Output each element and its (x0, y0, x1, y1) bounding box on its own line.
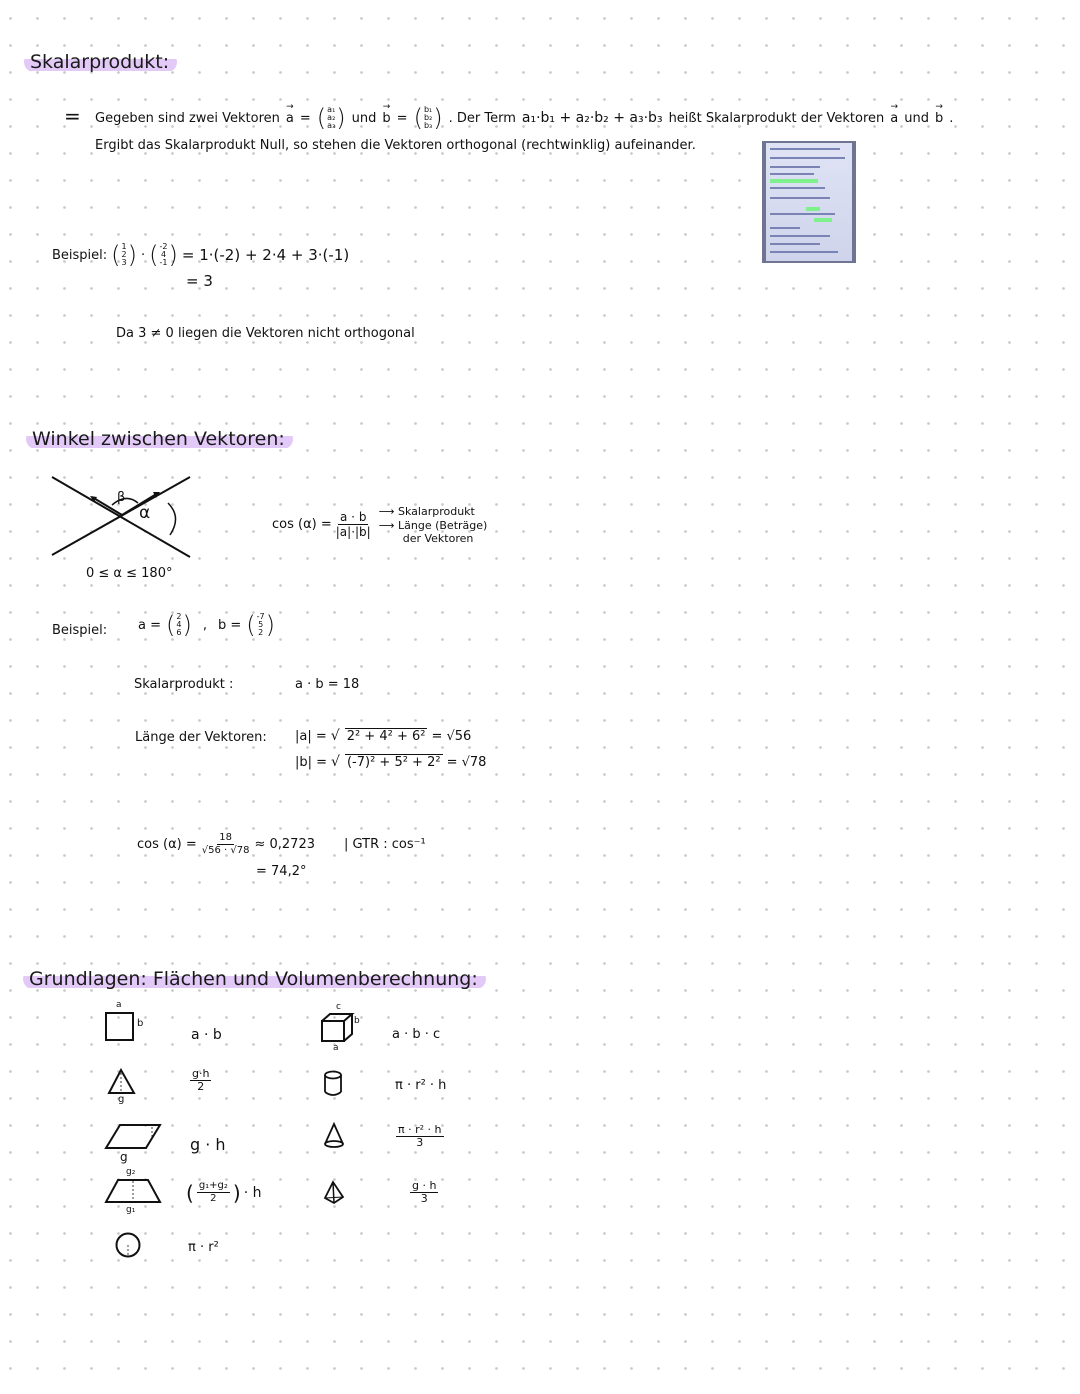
vec-b-values: ( -7 5 2 ) (246, 611, 275, 639)
gtr-note: | GTR : cos⁻¹ (344, 837, 426, 852)
circle-formula: π · r² (188, 1240, 219, 1255)
vec-b-label: b = (217, 617, 242, 633)
trapezoid-formula: ( $\frac{\text{g₁+g₂}}{2}$ ) · h (186, 1180, 262, 1205)
cylinder-formula: π · r² · h (395, 1078, 447, 1093)
pyramid-formula: $\frac{g \cdot h}{3}$ (412, 1179, 437, 1205)
section-heading-winkel: Winkel zwischen Vektoren: (26, 429, 293, 449)
cos-approx: ≈ 0,2723 (254, 837, 315, 852)
length-b-result: = √78 (446, 754, 487, 770)
example-vector-2: ( -2 4 -1 ) (149, 241, 178, 269)
scalar-product-term: a₁·b₁ + a₂·b₂ + a₃·b₃ (521, 110, 663, 126)
cuboid-formula: a · b · c (392, 1027, 441, 1042)
trapezoid-label-g1: g₁ (126, 1205, 136, 1215)
cos-calculation: cos (α) = $\frac{18}{√56 \cdot √78}$ ≈ 0,2723 | GTR : cos⁻¹ (137, 832, 426, 856)
cylinder-icon (323, 1070, 345, 1098)
definition-line-2: Ergibt das Skalarprodukt Null, so stehen die Vektoren orthogonal (rechtwinklig) aufeinander. (95, 138, 696, 153)
rect-label-a: a (116, 1000, 122, 1010)
scalar-value: a · b = 18 (295, 677, 360, 692)
cosine-formula: cos (α) = $\frac{a \cdot b}{|a|\cdot|b|}$ ⟶ Skalarprodukt ⟶ Länge (Beträge) der Vektoren (272, 505, 488, 545)
dot-operator: · (141, 247, 146, 263)
vector-b-label: → b (382, 111, 390, 126)
rectangle-icon (105, 1012, 135, 1042)
rect-label-b: b (137, 1018, 144, 1029)
note-der-vektoren: der Vektoren (402, 532, 474, 545)
parallelogram-icon (104, 1123, 164, 1151)
period: . (949, 110, 954, 126)
example-2-label: Beispiel: (52, 623, 108, 638)
section-heading-skalarprodukt: Skalarprodukt: (24, 52, 177, 72)
term-suffix: heißt Skalarprodukt der Vektoren (668, 110, 885, 126)
example-calculation: = 1·(-2) + 2·4 + 3·(-1) (181, 246, 350, 264)
pyramid-icon (323, 1180, 345, 1206)
trapezoid-icon (104, 1178, 164, 1204)
angle-range: 0 ≤ α ≤ 180° (86, 566, 173, 581)
example-conclusion: Da 3 ≠ 0 liegen die Vektoren nicht orthogonal (116, 326, 415, 341)
triangle-label-g: g (118, 1094, 125, 1105)
vector-a-components: ( a₁ a₂ a₃ ) (316, 104, 346, 132)
example-1-row (52, 243, 349, 267)
und-text-2: und (904, 110, 929, 126)
triangle-icon (107, 1068, 137, 1096)
angle-diagram (50, 475, 195, 560)
definition-text: Gegeben sind zwei Vektoren (95, 110, 280, 126)
vector-a-ref: → a (890, 111, 898, 126)
note-skalarprodukt: Skalarprodukt (398, 505, 475, 518)
example-result: = 3 (186, 272, 213, 290)
note-laenge: Länge (Beträge) (398, 519, 488, 532)
notes-photo-thumbnail (762, 141, 856, 263)
length-label: Länge der Vektoren: (135, 730, 267, 745)
length-b-row: |b| = √ (-7)² + 5² + 2² = √78 (295, 754, 487, 770)
cone-icon (323, 1122, 345, 1150)
vector-a-label: → a (286, 111, 294, 126)
separator: , (202, 617, 207, 633)
radicand-b: (-7)² + 5² + 2² (346, 755, 441, 770)
bullet-equals: = (64, 104, 81, 128)
cos-lhs: cos (α) = (272, 517, 332, 532)
cuboid-icon (320, 1012, 354, 1044)
length-a-row: |a| = √ 2² + 4² + 6² = √56 (295, 728, 472, 744)
length-a-result: = √56 (431, 728, 472, 744)
vector-b-components: ( b₁ b₂ b₃ ) (413, 104, 443, 132)
cuboid-label-a: a (333, 1043, 339, 1053)
term-prefix: . Der Term (448, 110, 516, 126)
definition-line-1: Gegeben sind zwei Vektoren → a = ( a₁ a₂ a₃ ) und → b = ( b₁ b₂ b₃ ) . Der Term a₁·b₁ + a₂·b₂ + a₃·b₃ heißt Skalarprodukt der Vektoren → a und → b . (95, 106, 953, 130)
vec-a-label: a = (138, 617, 161, 633)
circle-icon (115, 1232, 143, 1260)
alpha-label: α (139, 503, 151, 523)
parallelogram-formula: g · h (190, 1135, 226, 1154)
section-heading-grundlagen: Grundlagen: Flächen und Volumenberechnung: (23, 969, 486, 989)
parallelogram-label-g: g (120, 1150, 128, 1164)
example-label: Beispiel: (52, 247, 108, 263)
vec-a-values: ( 2 4 6 ) (166, 611, 192, 639)
radicand-a: 2² + 4² + 6² (346, 729, 426, 744)
vector-b-ref: → b (935, 111, 943, 126)
angle-result: = 74,2° (256, 864, 307, 879)
triangle-formula: $\frac{g\cdot h}{2}$ (192, 1067, 210, 1093)
beta-label: β (117, 490, 126, 505)
example-vector-1: ( 1 2 3 ) (111, 241, 137, 269)
cone-formula: $\frac{\text{π · r² · h}}{3}$ (398, 1123, 442, 1149)
trapezoid-label-g2: g₂ (126, 1167, 136, 1177)
rect-formula: a · b (191, 1027, 222, 1043)
example-2-vectors (138, 613, 275, 637)
cuboid-label-c: c (336, 1002, 341, 1012)
und-text: und (351, 110, 377, 126)
scalar-label: Skalarprodukt : (134, 677, 234, 692)
cuboid-label-b: b (354, 1016, 360, 1026)
cos-fraction: $\frac{a \cdot b}{|a|\cdot|b|}$ (335, 510, 371, 539)
